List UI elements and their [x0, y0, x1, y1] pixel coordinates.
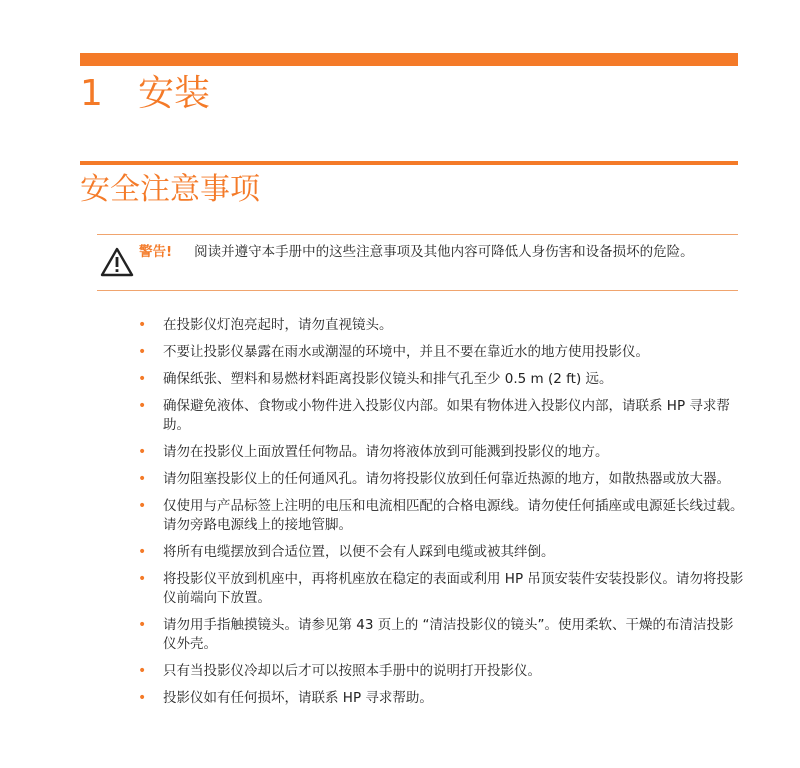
list-item: • 确保纸张、塑料和易燃材料距离投影仪镜头和排气孔至少 0.5 m (2 ft) 远。: [138, 370, 744, 389]
list-item: • 请勿用手指触摸镜头。请参见第 43 页上的 “清洁投影仪的镜头”。使用柔软、干燥的布清洁投影仪外壳。: [138, 616, 744, 654]
chapter-header-bar: [80, 53, 738, 66]
warning-label: 警告!: [139, 244, 173, 260]
list-item: • 请勿阻塞投影仪上的任何通风孔。请勿将投影仪放到任何靠近热源的地方，如散热器或放大器。: [138, 470, 744, 489]
list-item: • 投影仪如有任何损坏，请联系 HP 寻求帮助。: [138, 689, 744, 708]
warning-icon: [100, 247, 134, 277]
chapter-number: 1: [80, 73, 103, 114]
list-item: • 将投影仪平放到机座中，再将机座放在稳定的表面或利用 HP 吊顶安装件安装投影仪。请勿将投影仪前端向下放置。: [138, 570, 744, 608]
section-divider: [80, 161, 738, 165]
list-item: • 确保避免液体、食物或小物件进入投影仪内部。如果有物体进入投影仪内部，请联系 HP 寻求帮助。: [138, 397, 744, 435]
list-item: • 不要让投影仪暴露在雨水或潮湿的环境中，并且不要在靠近水的地方使用投影仪。: [138, 343, 744, 362]
list-item: • 仅使用与产品标签上注明的电压和电流相匹配的合格电源线。请勿使任何插座或电源延长线过载。请勿旁路电源线上的接地管脚。: [138, 497, 744, 535]
chapter-title: [80, 70, 210, 118]
list-item: • 只有当投影仪冷却以后才可以按照本手册中的说明打开投影仪。: [138, 662, 744, 681]
list-item: • 请勿在投影仪上面放置任何物品。请勿将液体放到可能溅到投影仪的地方。: [138, 443, 744, 462]
chapter-title-text: 安装: [138, 73, 211, 114]
list-item: • 将所有电缆摆放到合适位置，以便不会有人踩到电缆或被其绊倒。: [138, 543, 744, 562]
section-title: 安全注意事项: [80, 172, 260, 207]
warning-box: [97, 234, 738, 291]
warning-text-block: [139, 243, 729, 262]
list-item: • 在投影仪灯泡亮起时，请勿直视镜头。: [138, 316, 744, 335]
warning-text: 阅读并遵守本手册中的这些注意事项及其他内容可降低人身伤害和设备损坏的危险。: [194, 244, 694, 260]
safety-list: [138, 316, 744, 716]
